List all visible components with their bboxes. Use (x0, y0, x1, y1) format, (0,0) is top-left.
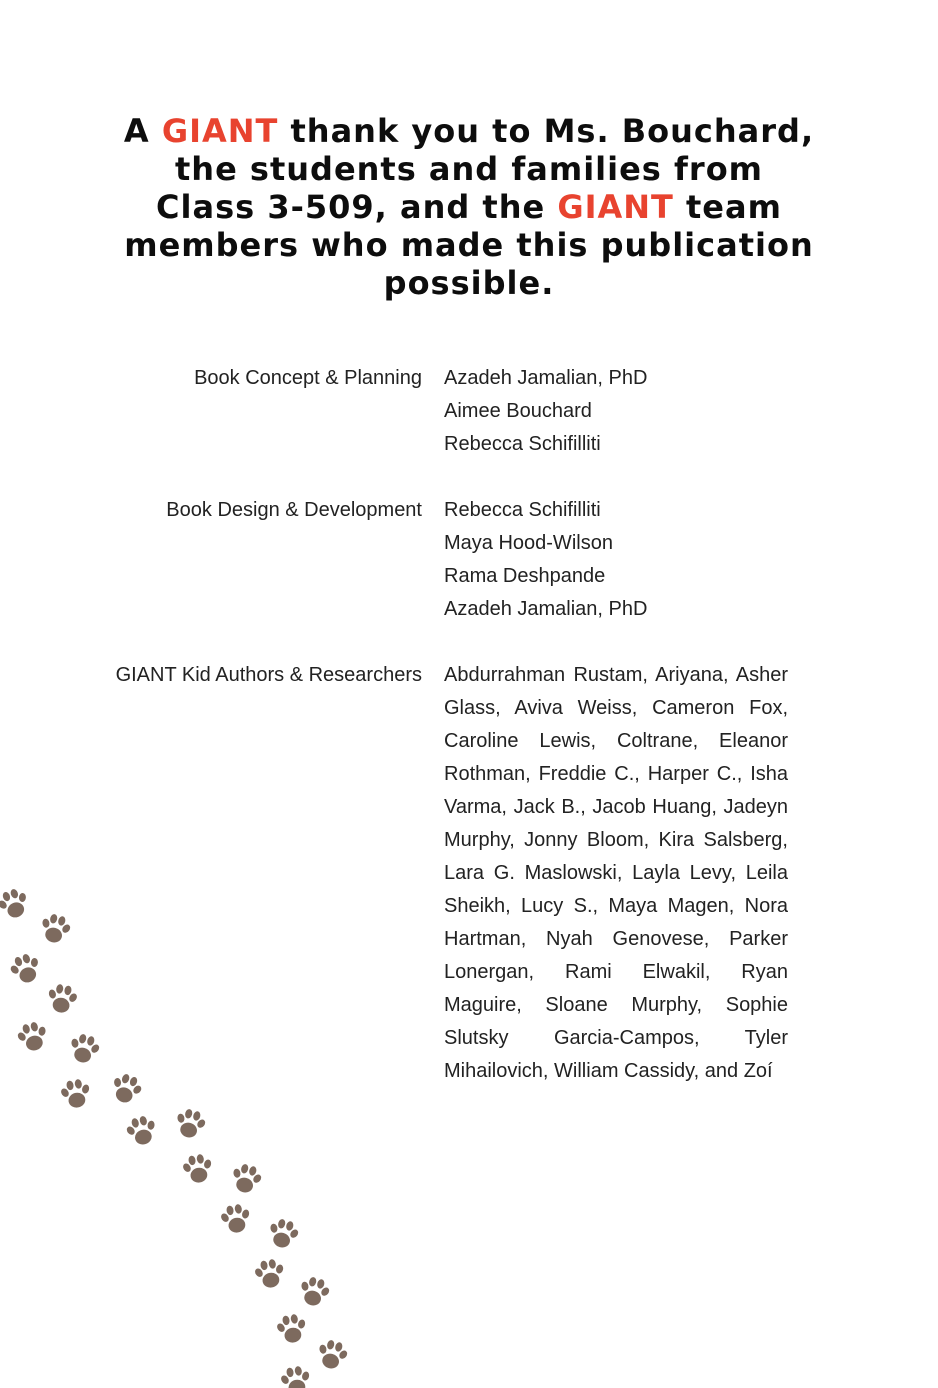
paw-print-icon (218, 1202, 253, 1235)
paw-print-icon (228, 1161, 265, 1196)
paw-print-icon (278, 1364, 313, 1388)
heading-text-1: A (123, 112, 162, 150)
credit-names (444, 362, 788, 461)
kid-authors-list: Abdurrahman Rustam, Ariyana, Asher Glass, Aviva Weiss, Cameron Fox, Caroline Lewis, Coltrane, Eleanor Rothman, Freddie C., Harper C., Isha Varma, Jack B., Jacob Huang, Jadeyn Murphy, Jonny Bloom, Kira Salsberg, Lara G. Maslowski, Layla Levy, Leila Sheikh, Lucy S., Maya Magen, Nora Hartman, Nyah Genovese, Parker Lonergan, Rami Elwakil, Ryan Maguire, Sloane Murphy, Sophie Slutsky Garcia-Campos, Tyler Mihailovich, William Cassidy, and Zoí (444, 664, 788, 1082)
credit-row-design (0, 494, 938, 626)
credit-name: Maya Hood-Wilson (444, 532, 613, 554)
giant-highlight: GIANT (557, 188, 674, 226)
paw-print-icon (314, 1337, 351, 1372)
credit-row-kid-authors (0, 659, 938, 1088)
paw-print-icon (172, 1106, 209, 1141)
heading-text-3: team members who made this publication possible. (124, 188, 814, 302)
giant-highlight: GIANT (161, 112, 279, 150)
credit-name: Aimee Bouchard (444, 400, 592, 422)
credit-name: Rama Deshpande (444, 565, 606, 587)
credit-name: Rebecca Schifilliti (444, 499, 601, 521)
paw-print-icon (274, 1312, 309, 1345)
credit-role: Book Concept & Planning (194, 367, 422, 389)
credit-name: Azadeh Jamalian, PhD (444, 367, 648, 389)
credit-role: Book Design & Development (166, 499, 422, 521)
heading-text-2: thank you to Ms. Bouchard, the students and families from Class 3-509, and the (156, 112, 815, 226)
credit-role: GIANT Kid Authors & Researchers (115, 664, 422, 686)
credit-name: Azadeh Jamalian, PhD (444, 598, 648, 620)
credit-names (444, 494, 788, 626)
credits-section (0, 362, 938, 1088)
paw-print-icon (296, 1274, 333, 1309)
thank-you-heading (120, 112, 818, 302)
paw-print-icon (265, 1216, 302, 1251)
credit-row-concept (0, 362, 938, 461)
credit-name: Rebecca Schifilliti (444, 433, 601, 455)
paw-print-icon (180, 1152, 215, 1185)
paw-print-icon (252, 1257, 287, 1290)
paw-print-icon (123, 1113, 160, 1148)
